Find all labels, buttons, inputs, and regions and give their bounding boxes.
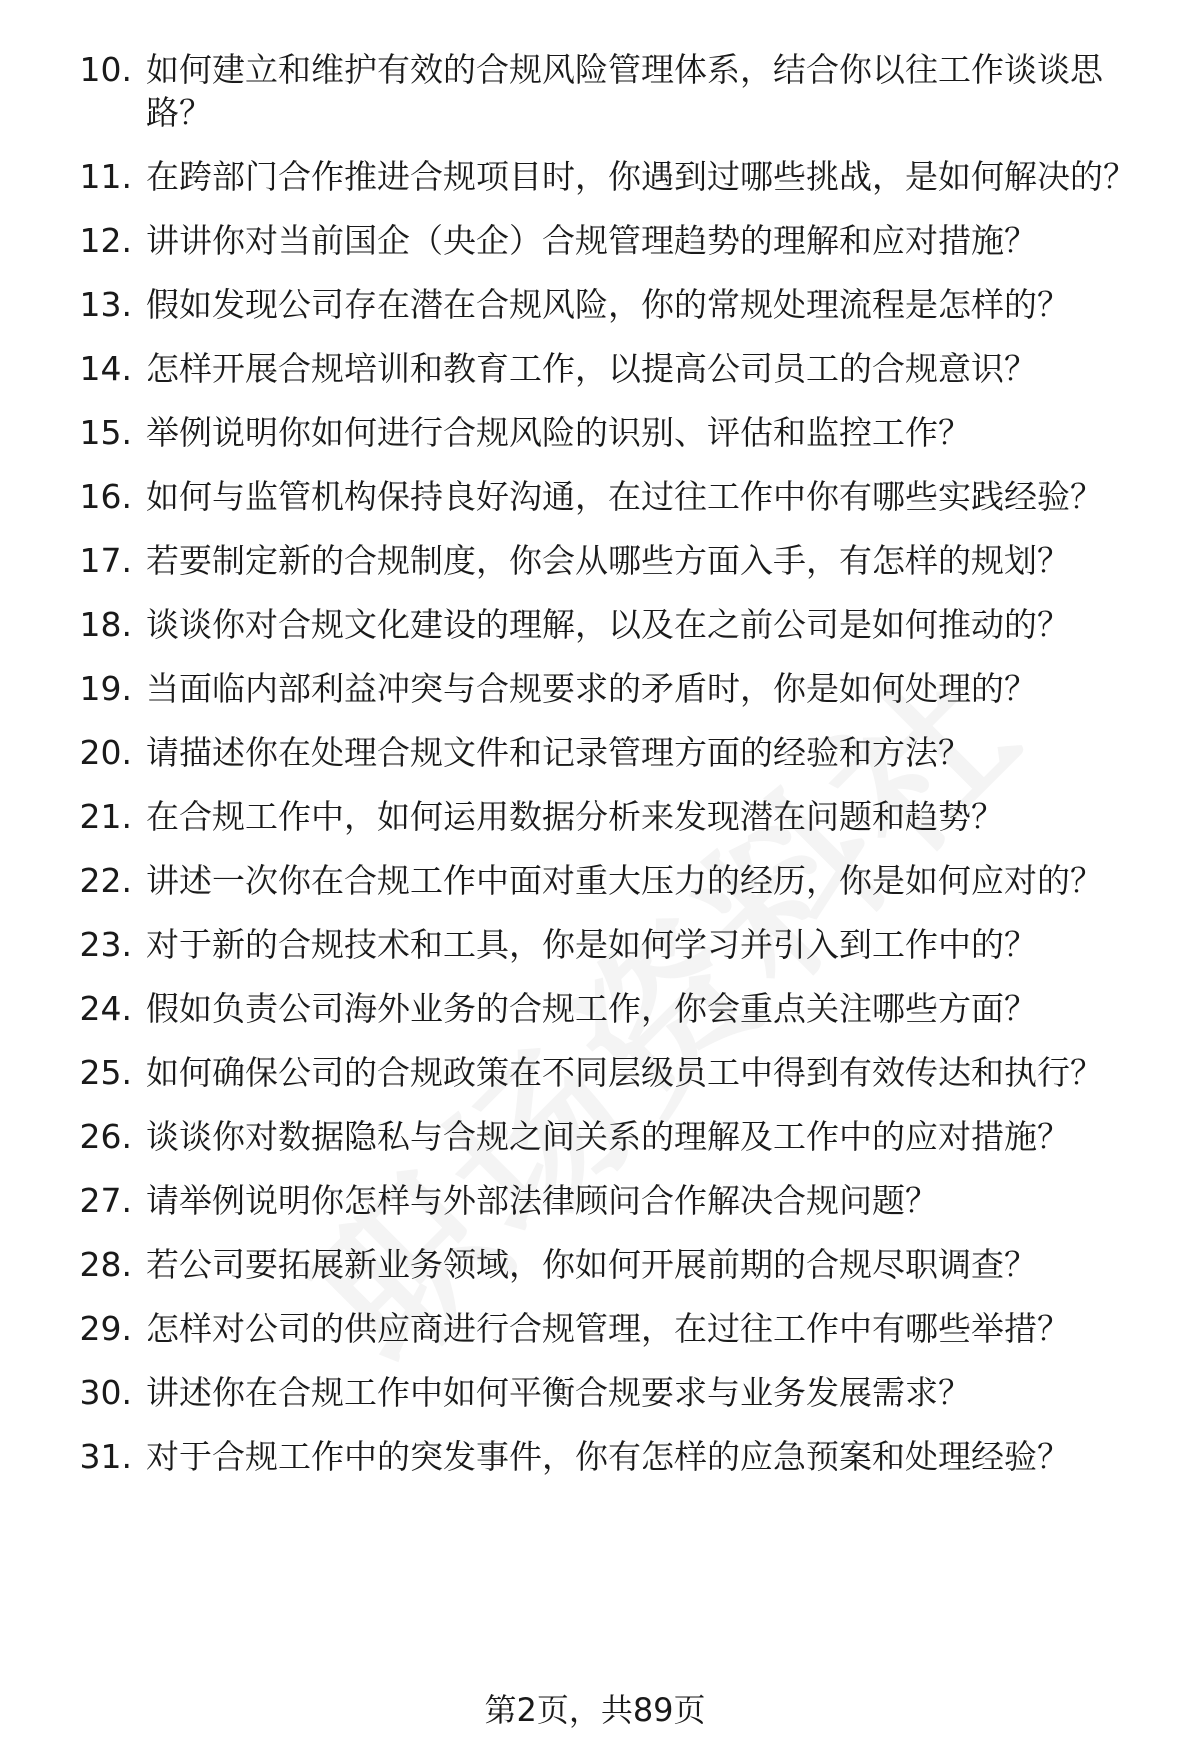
list-item (56, 1115, 1156, 1158)
question-text: 若要制定新的合规制度，你会从哪些方面入手，有怎样的规划？ (146, 541, 1070, 580)
question-number: 15. (79, 413, 132, 452)
question-list (56, 48, 1156, 1499)
question-number: 14. (79, 349, 132, 388)
list-item (56, 219, 1156, 262)
question-number: 24. (79, 989, 132, 1028)
question-text: 请举例说明你怎样与外部法律顾问合作解决合规问题？ (146, 1181, 938, 1220)
question-number: 18. (79, 605, 132, 644)
question-text: 假如负责公司海外业务的合规工作，你会重点关注哪些方面？ (146, 989, 1037, 1028)
question-number: 21. (79, 797, 132, 836)
question-text: 如何确保公司的合规政策在不同层级员工中得到有效传达和执行？ (146, 1053, 1103, 1092)
list-item (56, 1435, 1156, 1478)
question-number: 29. (79, 1309, 132, 1348)
question-text: 对于新的合规技术和工具，你是如何学习并引入到工作中的？ (146, 925, 1037, 964)
question-number: 10. (79, 50, 132, 89)
list-item (56, 987, 1156, 1030)
question-number: 25. (79, 1053, 132, 1092)
question-text: 假如发现公司存在潜在合规风险，你的常规处理流程是怎样的？ (146, 285, 1070, 324)
question-text: 怎样对公司的供应商进行合规管理，在过往工作中有哪些举措？ (146, 1309, 1070, 1348)
question-number: 26. (79, 1117, 132, 1156)
list-item (56, 411, 1156, 454)
question-text: 讲讲你对当前国企（央企）合规管理趋势的理解和应对措施？ (146, 221, 1037, 260)
list-item (56, 1243, 1156, 1286)
list-item (56, 48, 1156, 134)
list-item (56, 795, 1156, 838)
question-text: 怎样开展合规培训和教育工作，以提高公司员工的合规意识？ (146, 349, 1037, 388)
list-item (56, 859, 1156, 902)
list-item (56, 731, 1156, 774)
question-number: 16. (79, 477, 132, 516)
list-item (56, 539, 1156, 582)
question-text: 若公司要拓展新业务领域，你如何开展前期的合规尽职调查？ (146, 1245, 1037, 1284)
question-number: 31. (79, 1437, 132, 1476)
question-number: 11. (79, 157, 132, 196)
question-text: 谈谈你对合规文化建设的理解，以及在之前公司是如何推动的？ (146, 605, 1070, 644)
question-text: 对于合规工作中的突发事件，你有怎样的应急预案和处理经验？ (146, 1437, 1070, 1476)
question-text: 如何与监管机构保持良好沟通，在过往工作中你有哪些实践经验？ (146, 477, 1103, 516)
question-number: 13. (79, 285, 132, 324)
question-number: 12. (79, 221, 132, 260)
question-number: 28. (79, 1245, 132, 1284)
list-item (56, 347, 1156, 390)
question-text: 讲述一次你在合规工作中面对重大压力的经历，你是如何应对的？ (146, 861, 1103, 900)
question-number: 20. (79, 733, 132, 772)
question-text: 讲述你在合规工作中如何平衡合规要求与业务发展需求？ (146, 1373, 971, 1412)
question-number: 19. (79, 669, 132, 708)
question-text: 谈谈你对数据隐私与合规之间关系的理解及工作中的应对措施？ (146, 1117, 1070, 1156)
page-footer: 第2页，共89页 (484, 1691, 706, 1729)
list-item (56, 1051, 1156, 1094)
list-item (56, 603, 1156, 646)
question-number: 22. (79, 861, 132, 900)
list-item (56, 475, 1156, 518)
question-text: 如何建立和维护有效的合规风险管理体系，结合你以往工作谈谈思路？ (146, 50, 1103, 132)
list-item (56, 923, 1156, 966)
question-number: 23. (79, 925, 132, 964)
question-number: 17. (79, 541, 132, 580)
question-text: 当面临内部利益冲突与合规要求的矛盾时，你是如何处理的？ (146, 669, 1037, 708)
question-text: 在合规工作中，如何运用数据分析来发现潜在问题和趋势？ (146, 797, 1004, 836)
list-item (56, 1307, 1156, 1350)
question-text: 请描述你在处理合规文件和记录管理方面的经验和方法？ (146, 733, 971, 772)
list-item (56, 283, 1156, 326)
question-number: 30. (79, 1373, 132, 1412)
list-item (56, 155, 1156, 198)
question-number: 27. (79, 1181, 132, 1220)
list-item (56, 667, 1156, 710)
question-text: 举例说明你如何进行合规风险的识别、评估和监控工作？ (146, 413, 971, 452)
list-item (56, 1179, 1156, 1222)
question-text: 在跨部门合作推进合规项目时，你遇到过哪些挑战，是如何解决的？ (146, 157, 1136, 196)
list-item (56, 1371, 1156, 1414)
